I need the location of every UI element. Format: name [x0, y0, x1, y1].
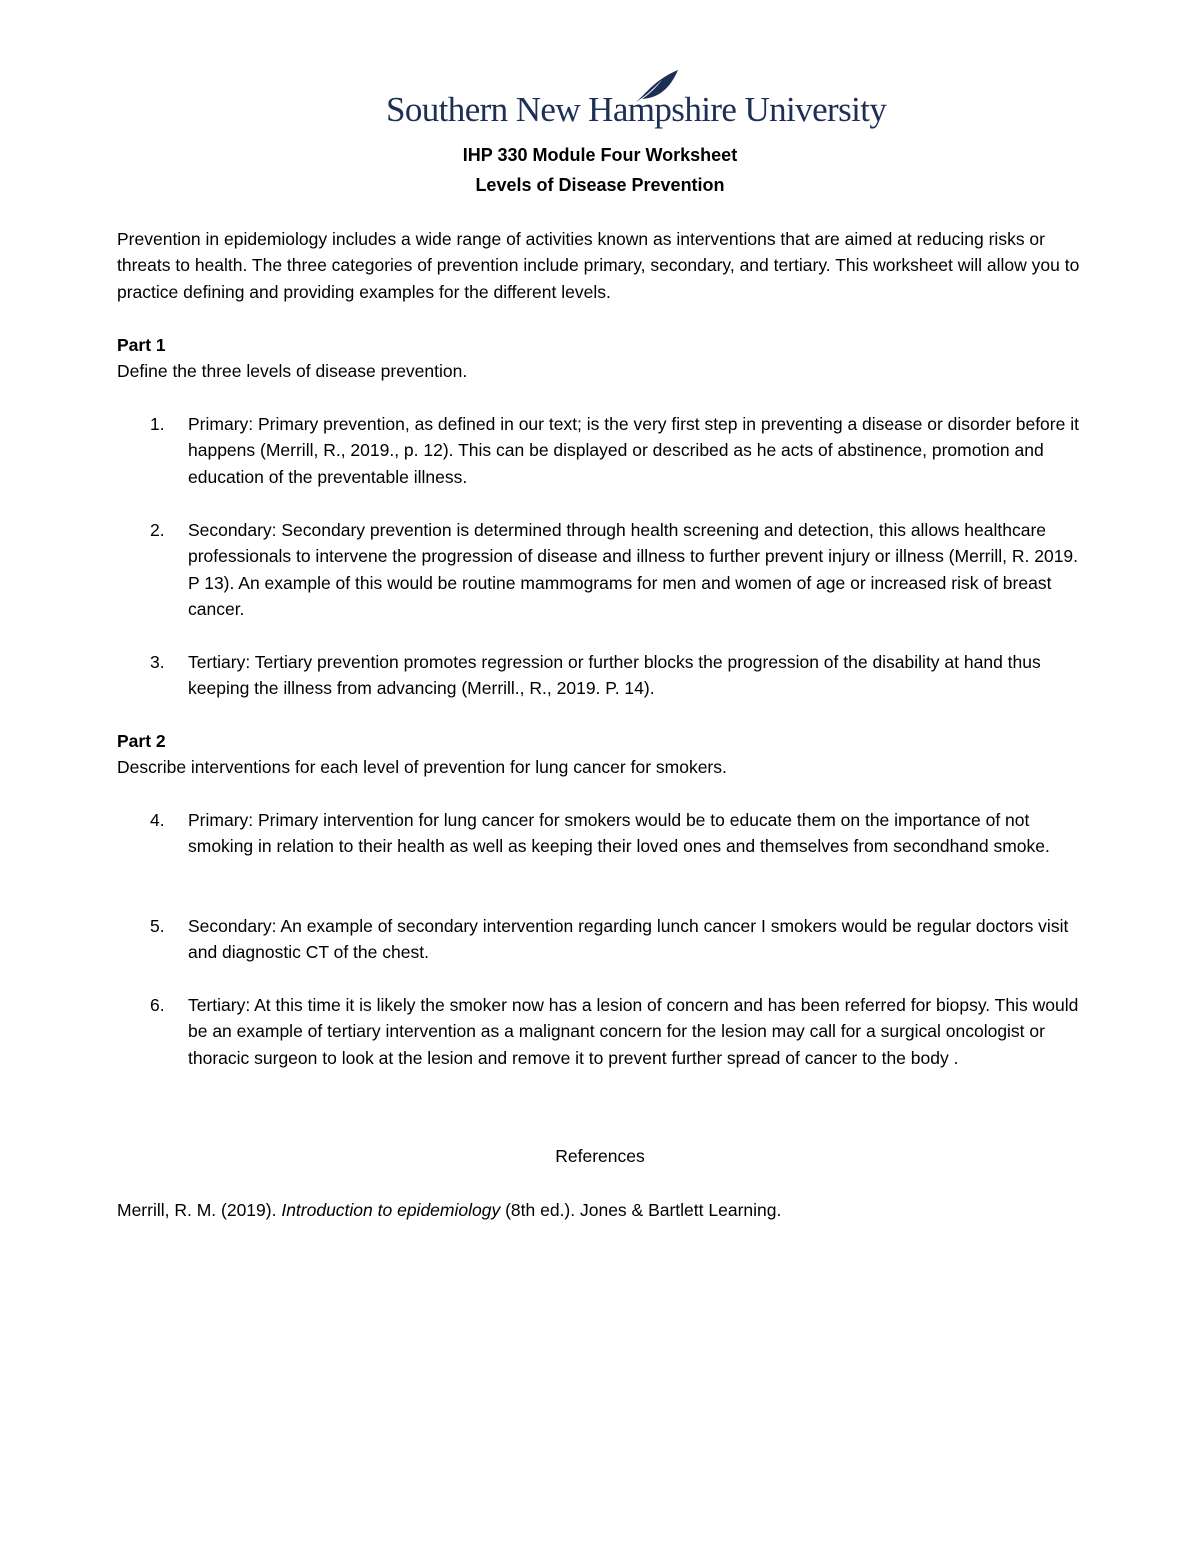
reference-book-title: Introduction to epidemiology — [281, 1200, 501, 1220]
part2-prompt: Describe interventions for each level of prevention for lung cancer for smokers. — [117, 757, 727, 778]
part1-prompt: Define the three levels of disease prevention. — [117, 361, 468, 382]
list-item — [150, 411, 1085, 490]
list-item — [150, 992, 1085, 1071]
list-item-text: Primary: Primary prevention, as defined in our text; is the very first step in preventing a disease or disorder before it happens (Merrill, R., 2019., p. 12). This can be displayed or described as he acts of abstinence, promotion and education of the preventable illness. — [188, 414, 1079, 487]
part1-section — [117, 332, 1097, 385]
list-item — [150, 913, 1085, 966]
list-item — [150, 807, 1085, 860]
list-item-number: 6. — [150, 995, 165, 1015]
list-item-number: 4. — [150, 810, 165, 830]
list-item — [150, 649, 1085, 702]
part1-heading: Part 1 — [117, 335, 166, 355]
list-item-number: 5. — [150, 916, 165, 936]
list-item-number: 1. — [150, 414, 165, 434]
list-item — [150, 517, 1085, 623]
worksheet-title: IHP 330 Module Four Worksheet — [462, 145, 738, 165]
part2-section — [117, 728, 1097, 781]
list-item-text: Secondary: Secondary prevention is determined through health screening and detection, this allows healthcare professionals to intervene the progression of disease and illness to further prevent injury or illness (Merrill, R. 2019. P 13). An example of this would be routine mammograms for men and women of age or increased risk of breast cancer. — [188, 520, 1079, 620]
reference-publisher: (8th ed.). Jones & Bartlett Learning. — [500, 1200, 782, 1220]
list-item-text: Primary: Primary intervention for lung cancer for smokers would be to educate them on the importance of not smoking in relation to their health as well as keeping their loved ones and themselves from secondhand smoke. — [188, 810, 1050, 857]
worksheet-subtitle: Levels of Disease Prevention — [475, 175, 725, 195]
logo-wordmark: Southern New Hampshire University — [386, 90, 887, 129]
reference-entry — [117, 1197, 1097, 1223]
reference-author: Merrill, R. M. (2019). — [117, 1200, 282, 1220]
references-heading: References — [555, 1146, 645, 1166]
part2-heading: Part 2 — [117, 731, 166, 751]
list-item-number: 2. — [150, 520, 165, 540]
list-item-text: Tertiary: At this time it is likely the smoker now has a lesion of concern and has been referred for biopsy. This would be an example of tertiary intervention as a malignant concern for the lesion may call for a surgical oncologist or thoracic surgeon to look at the lesion and remove it to prevent further spread of cancer to the body . — [188, 995, 1079, 1068]
intro-paragraph: Prevention in epidemiology includes a wide range of activities known as interventions that are aimed at reducing risks or threats to health. The three categories of prevention include primary, secondary, and tertiary. This worksheet will allow you to practice defining and providing examples for the different levels. — [117, 229, 1080, 302]
university-logo — [386, 68, 887, 138]
list-item-text: Secondary: An example of secondary intervention regarding lunch cancer I smokers would be regular doctors visit and diagnostic CT of the chest. — [188, 916, 1069, 963]
list-item-number: 3. — [150, 652, 165, 672]
list-item-text: Tertiary: Tertiary prevention promotes regression or further blocks the progression of the disability at hand thus keeping the illness from advancing (Merrill., R., 2019. P. 14). — [188, 652, 1041, 699]
